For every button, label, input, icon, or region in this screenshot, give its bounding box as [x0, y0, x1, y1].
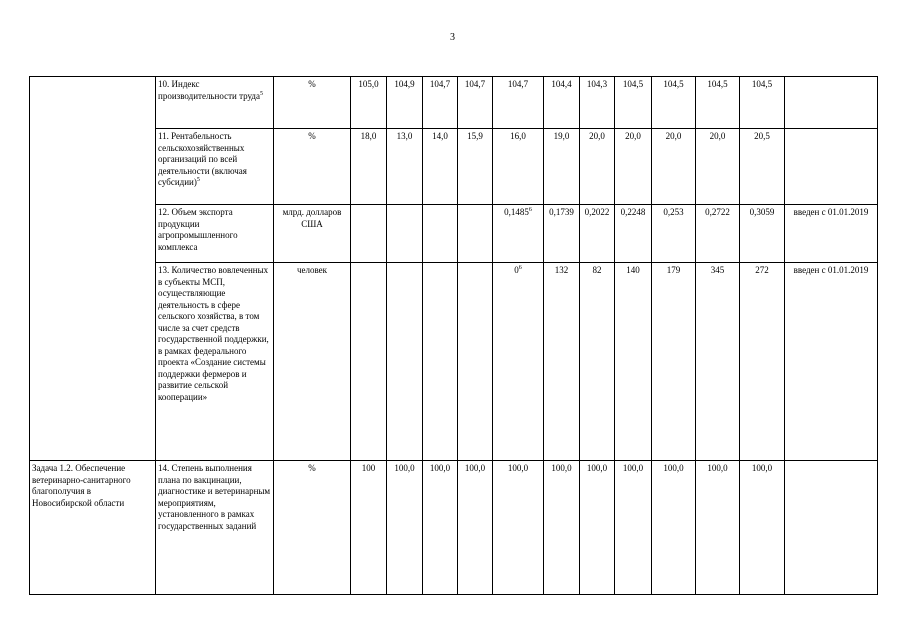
value-cell — [740, 461, 785, 595]
value-text: 179 — [666, 265, 681, 275]
value-cell — [544, 129, 580, 205]
value-cell — [696, 205, 740, 263]
value-text: 0,3059 — [749, 207, 775, 217]
value-text: 100,0 — [551, 463, 572, 473]
value-cell — [423, 205, 458, 263]
value-text: 0,1739 — [549, 207, 574, 217]
value-text: 18,0 — [360, 131, 377, 141]
value-text: 0,2248 — [620, 207, 646, 217]
table-row — [30, 263, 878, 461]
value-cell — [387, 205, 423, 263]
value-cell — [652, 205, 696, 263]
footnote-mark: 5 — [196, 177, 200, 184]
value-cell — [740, 129, 785, 205]
page-number: 3 — [450, 32, 455, 43]
value-text: 104,5 — [622, 79, 644, 89]
note-cell: введен с 01.01.2019 — [785, 205, 878, 263]
note-cell — [785, 129, 878, 205]
value-text: 104,7 — [507, 79, 529, 89]
value-text: 132 — [554, 265, 569, 275]
value-cell — [458, 205, 493, 263]
value-text: 0,253 — [663, 207, 684, 217]
value-text: 345 — [710, 265, 725, 275]
value-cell — [387, 129, 423, 205]
indicator-name: 13. Количество вовлеченных в субъекты МСП, осуществляющие деятельность в сфере сельского хозяйства, в том числе за счет средств государственной поддержки, в рамках федерального проекта «Создание системы поддержки фермеров и развитие сельской кооперации» — [158, 265, 269, 402]
indicator-cell — [156, 129, 274, 205]
value-cell — [544, 263, 580, 461]
value-text: 82 — [592, 265, 602, 275]
value-cell — [387, 77, 423, 129]
value-text: 104,7 — [429, 79, 451, 89]
value-cell — [652, 461, 696, 595]
value-cell — [652, 77, 696, 129]
note-cell — [785, 77, 878, 129]
value-cell — [423, 77, 458, 129]
value-text: 104,5 — [663, 79, 684, 89]
value-cell — [387, 263, 423, 461]
value-text: 19,0 — [553, 131, 570, 141]
value-text: 104,7 — [464, 79, 486, 89]
value-text: 100,0 — [586, 463, 608, 473]
value-text: 104,5 — [707, 79, 728, 89]
value-cell — [652, 129, 696, 205]
value-text: 100,0 — [707, 463, 728, 473]
value-text: 0,1485 — [504, 207, 529, 217]
value-text: 100,0 — [394, 463, 415, 473]
value-cell — [615, 263, 652, 461]
value-cell — [615, 129, 652, 205]
value-cell — [458, 77, 493, 129]
value-cell — [544, 77, 580, 129]
value-cell — [493, 77, 544, 129]
unit-cell: % — [274, 129, 351, 205]
unit-cell: % — [274, 461, 351, 595]
value-cell — [740, 205, 785, 263]
value-cell — [580, 129, 615, 205]
unit-cell: % — [274, 77, 351, 129]
value-cell — [580, 205, 615, 263]
value-cell — [493, 263, 544, 461]
value-cell — [544, 461, 580, 595]
value-text: 0 — [514, 265, 519, 275]
indicator-cell — [156, 205, 274, 263]
value-cell — [652, 263, 696, 461]
table-row — [30, 205, 878, 263]
unit-cell: млрд. долларов США — [274, 205, 351, 263]
table-row — [30, 77, 878, 129]
value-text: 104,4 — [551, 79, 572, 89]
value-text: 20,5 — [754, 131, 770, 141]
value-cell — [387, 461, 423, 595]
value-cell — [423, 263, 458, 461]
value-text: 100 — [361, 463, 376, 473]
value-cell — [351, 129, 387, 205]
value-text: 105,0 — [358, 79, 379, 89]
value-text: 20,0 — [589, 131, 605, 141]
value-cell — [580, 461, 615, 595]
value-cell — [458, 263, 493, 461]
indicator-name: 10. Индекс производительности труда — [158, 79, 261, 101]
table-row — [30, 461, 878, 595]
value-text: 100,0 — [751, 463, 773, 473]
indicator-cell — [156, 461, 274, 595]
value-cell — [351, 263, 387, 461]
value-text: 272 — [755, 265, 769, 275]
value-text: 100,0 — [464, 463, 486, 473]
value-text: 0,2022 — [584, 207, 610, 217]
task-cell — [30, 77, 156, 461]
footnote-mark: 6 — [518, 265, 522, 271]
value-text: 100,0 — [507, 463, 529, 473]
value-cell — [351, 77, 387, 129]
table-row — [30, 129, 878, 205]
indicator-cell — [156, 77, 274, 129]
value-cell — [458, 461, 493, 595]
value-cell — [615, 77, 652, 129]
value-text: 100,0 — [429, 463, 451, 473]
value-cell — [740, 263, 785, 461]
value-text: 14,0 — [432, 131, 448, 141]
footnote-mark: 5 — [260, 90, 264, 97]
value-text: 15,9 — [467, 131, 483, 141]
value-cell — [493, 129, 544, 205]
value-text: 100,0 — [663, 463, 684, 473]
note-cell — [785, 461, 878, 595]
value-cell — [351, 461, 387, 595]
value-cell — [696, 461, 740, 595]
value-cell — [544, 205, 580, 263]
value-cell — [615, 205, 652, 263]
value-text: 0,2722 — [705, 207, 730, 217]
value-cell — [615, 461, 652, 595]
note-cell: введен с 01.01.2019 — [785, 263, 878, 461]
value-cell — [696, 77, 740, 129]
value-text: 20,0 — [709, 131, 726, 141]
value-cell — [493, 205, 544, 263]
value-cell — [423, 129, 458, 205]
unit-cell: человек — [274, 263, 351, 461]
value-text: 140 — [626, 265, 640, 275]
value-text: 20,0 — [665, 131, 682, 141]
value-text: 13,0 — [396, 131, 413, 141]
indicator-name: 12. Объем экспорта продукции агропромышленного комплекса — [158, 207, 238, 252]
value-text: 16,0 — [510, 131, 526, 141]
value-text: 104,9 — [394, 79, 415, 89]
value-cell — [423, 461, 458, 595]
value-text: 104,5 — [751, 79, 773, 89]
value-cell — [740, 77, 785, 129]
value-text: 104,3 — [586, 79, 608, 89]
value-cell — [696, 129, 740, 205]
footnote-mark: 6 — [528, 207, 532, 213]
value-cell — [580, 263, 615, 461]
indicator-name: 11. Рентабельность сельскохозяйственных организаций по всей деятельности (включая субсидии) — [158, 131, 247, 188]
value-cell — [493, 461, 544, 595]
value-cell — [580, 77, 615, 129]
indicator-name: 14. Степень выполнения плана по вакцинации, диагностике и ветеринарным мероприятиям, установленного в рамках государственных заданий — [158, 463, 271, 531]
value-cell — [351, 205, 387, 263]
task-cell: Задача 1.2. Обеспечение ветеринарно-санитарного благополучия в Новосибирской области — [30, 461, 156, 595]
value-cell — [696, 263, 740, 461]
value-text: 20,0 — [625, 131, 641, 141]
value-text: 100,0 — [622, 463, 644, 473]
indicator-cell — [156, 263, 274, 461]
indicators-table — [29, 76, 878, 595]
value-cell — [458, 129, 493, 205]
